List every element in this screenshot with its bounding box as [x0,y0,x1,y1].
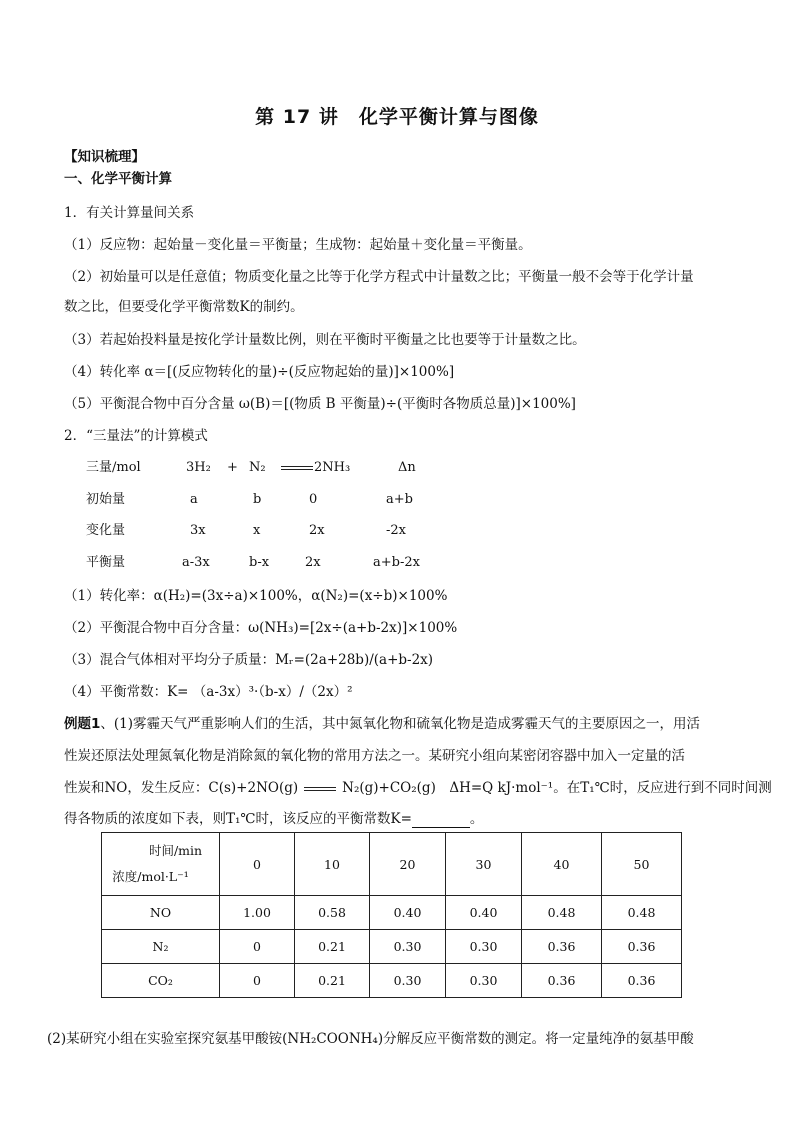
page-title: 第 17 讲 化学平衡计算与图像 [255,106,539,128]
scheme-cell: 2x [305,555,321,570]
table-header-cell: 10 [295,833,370,896]
table-cell: 0.40 [370,896,446,930]
scheme-cell: b [253,492,262,507]
scheme-row-equilibrium: 平衡量 [86,555,126,570]
table-cell: 0.21 [295,964,370,998]
example-text: 、(1)雾霾天气严重影响人们的生活，其中氮氧化物和硫氧化物是造成雾霾天气的主要原因之一，用活 [100,716,701,732]
scheme-h2: 3H₂ [186,460,211,475]
section-heading: 一、化学平衡计算 [64,171,172,187]
table-cell: 0.36 [602,964,682,998]
example-text: 。 [469,811,484,827]
table-cell: 0.30 [446,964,522,998]
equilibrium-arrow-icon [304,785,336,793]
concentration-table [101,832,682,998]
example-label: 例题1 [64,716,101,732]
scheme-plus: + [227,460,238,475]
scheme-cell: x [253,523,261,538]
table-header-corner [102,833,220,896]
scheme-cell: b-x [249,555,270,570]
header-concentration: 浓度/mol·L⁻¹ [112,869,189,884]
row-label: CO₂ [102,964,220,998]
example-line-1 [64,715,700,733]
scheme-row-change: 变化量 [86,523,126,538]
table-cell: 0.48 [602,896,682,930]
scheme-cell: 3x [190,523,206,538]
scheme-cell: a+b-2x [373,555,420,570]
table-row [102,964,682,998]
example-line-4 [64,810,483,828]
scheme-cell: 2x [309,523,325,538]
table-cell: 0 [220,964,295,998]
example-text: 得各物质的浓度如下表，则T₁℃时，该反应的平衡常数K= [64,811,412,827]
table-header-cell: 40 [522,833,602,896]
formula-3: （3）混合气体相对平均分子质量：Mᵣ=(2a+28b)/(a+b-2x) [64,652,434,668]
table-cell: 0.30 [370,930,446,964]
scheme-n2: N₂ [249,460,266,475]
table-cell: 0.21 [295,930,370,964]
table-row [102,896,682,930]
table-cell: 0.48 [522,896,602,930]
example-text: N₂(g)+CO₂(g) ΔH=Q kJ·mol⁻¹。在T₁℃时，反应进行到不同时间测 [342,780,772,796]
table-cell: 0.36 [522,964,602,998]
scheme-cell: a-3x [182,555,210,570]
scheme-cell: -2x [386,523,406,538]
table-cell: 0.58 [295,896,370,930]
scheme-nh3: 2NH₃ [314,460,351,475]
scheme-cell: a [190,492,198,507]
formula-2: （2）平衡混合物中百分含量：ω(NH₃)=[2x÷(a+b-2x)]×100% [64,620,458,636]
table-header-cell: 20 [370,833,446,896]
example-text: 性炭和NO，发生反应：C(s)+2NO(g) [64,780,299,796]
example-line-3 [64,779,772,797]
paragraph-3: （3）若起始投料量是按化学计量数比例，则在平衡时平衡量之比也要等于计量数之比。 [64,332,586,348]
paragraph-5: （5）平衡混合物中百分含量 ω(B)＝[(物质 B 平衡量)÷(平衡时各物质总量)]×100%] [64,396,576,412]
header-time: 时间/min [148,843,203,858]
table-row [102,930,682,964]
row-label: NO [102,896,220,930]
scheme-label: 三量/mol [86,460,141,475]
paragraph-1: （1）反应物：起始量－变化量＝平衡量；生成物：起始量＋变化量＝平衡量。 [64,237,532,253]
table-cell: 0.36 [602,930,682,964]
formula-1: （1）转化率：α(H₂)=(3x÷a)×100%，α(N₂)=(x÷b)×100% [64,588,448,604]
table-cell: 0 [220,930,295,964]
scheme-delta-n: Δn [398,460,416,475]
table-cell: 0.30 [446,930,522,964]
row-label: N₂ [102,930,220,964]
answer-blank[interactable] [412,813,470,828]
example-part-2: (2)某研究小组在实验室探究氨基甲酸铵(NH₂COONH₄)分解反应平衡常数的测定。将一定量纯净的氨基甲酸 [47,1031,694,1047]
paragraph-2a: （2）初始量可以是任意值；物质变化量之比等于化学方程式中计量数之比；平衡量一般不会等于化学计量 [64,269,694,285]
table-cell: 0.36 [522,930,602,964]
paragraph-2b: 数之比，但要受化学平衡常数K的制约。 [64,299,304,315]
table-header-cell: 30 [446,833,522,896]
section-tag: 【知识梳理】 [64,149,145,165]
scheme-cell: 0 [309,492,318,507]
example-line-2: 性炭还原法处理氮氧化物是消除氮的氧化物的常用方法之一。某研究小组向某密闭容器中加入一定量的活 [64,748,685,764]
table-cell: 0.30 [370,964,446,998]
formula-4: （4）平衡常数：K= （a-3x）³·（b-x）/（2x）² [64,684,353,700]
scheme-cell: a+b [386,492,413,507]
table-cell: 1.00 [220,896,295,930]
equilibrium-arrow-icon [281,464,313,472]
heading-1: 1．有关计算量间关系 [64,205,195,221]
table-header-cell: 0 [220,833,295,896]
scheme-row-initial: 初始量 [86,492,126,507]
table-header-cell: 50 [602,833,682,896]
paragraph-4: （4）转化率 α＝[(反应物转化的量)÷(反应物起始的量)]×100%] [64,364,455,380]
table-cell: 0.40 [446,896,522,930]
heading-2: 2．“三量法”的计算模式 [64,428,208,444]
